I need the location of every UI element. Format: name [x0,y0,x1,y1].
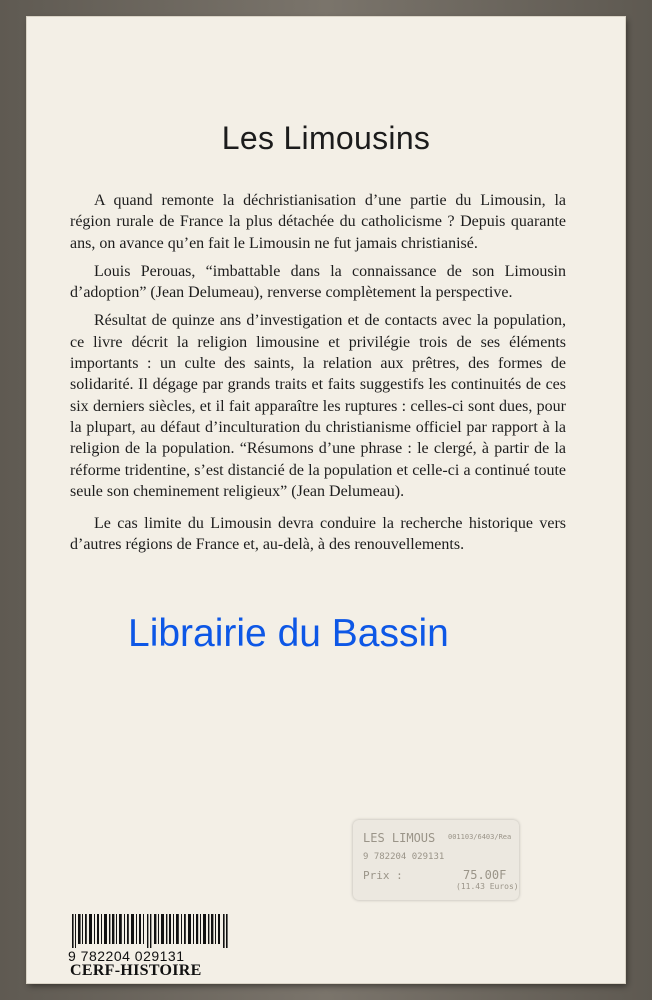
book-title: Les Limousins [221,120,431,156]
barcode-bars [70,914,230,948]
price-sticker [353,820,519,900]
watermark-text: Librairie du Bassin [128,612,449,655]
blurb-paragraph: Résultat de quinze ans d’investigation et de contacts avec la population, ce livre décrit la religion limousine et privilégie trois de ses éléments importants : un culte des saints, la relation aux prêtres, des formes de solidarité. Il dégage par grands traits et faits suggestifs les continuités de ces six derniers siècles, et il fait apparaître les ruptures : celles-ci sont dues, pour la plupart, au défaut d’inculturation du christianisme officiel par rapport à la religion de la population. “Résumons d’une phrase : le clergé, à partir de la réforme tridentine, s’est distancié de la population et celle-ci a continué toute seule son cheminement religieux” (Jean Delumeau). [70,312,566,500]
sticker-euros: (11.43 Euros) [456,882,519,891]
sticker-price: 75.00F [463,868,507,882]
sticker-isbn: 9 782204 029131 [363,852,445,862]
barcode [68,914,230,964]
blurb [70,190,566,563]
sticker-price-label: Prix : [363,869,403,882]
publisher-imprint: CERF-HISTOIRE [70,962,202,979]
barcode-number: 9 782204 029131 [68,948,185,964]
sticker-code: 001103/6403/Rea [448,833,512,841]
book-back-cover [27,17,625,983]
blurb-paragraph: A quand remonte la déchristianisation d’une partie du Limousin, la région rurale de France la plus détachée du catholicisme ? Depuis quarante ans, on avance qu’en fait le Limousin ne fut jamais christianisé. [70,192,566,252]
blurb-paragraph: Le cas limite du Limousin devra conduire la recherche historique vers d’autres régions de France et, au-delà, à des renouvellements. [70,515,566,554]
blurb-paragraph: Louis Perouas, “imbattable dans la connaissance de son Limousin d’adoption” (Jean Delumeau), renverse complètement la perspective. [70,262,566,302]
sticker-title: LES LIMOUS [363,831,436,845]
